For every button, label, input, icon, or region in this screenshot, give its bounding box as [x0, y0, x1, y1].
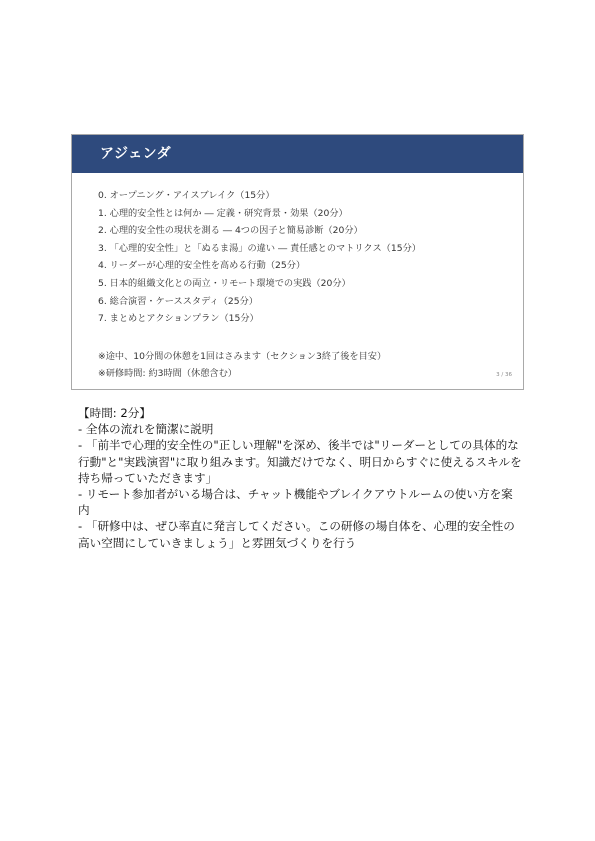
agenda-item: 1. 心理的安全性とは何か ― 定義・研究背景・効果（20分）: [98, 207, 348, 219]
break-note: ※途中、10分間の休憩を1回はさみます（セクション3終了後を目安）: [98, 351, 387, 362]
agenda-item: 3. 「心理的安全性」と「ぬるま湯」の違い ― 責任感とのマトリクス（15分）: [98, 242, 421, 254]
notes-line: - 「研修中は、ぜひ率直に発言してください。この研修の場自体を、心理的安全性の高い空間にしていきましょう」と雰囲気づくりを行う: [78, 519, 515, 550]
notes-line: - リモート参加者がいる場合は、チャット機能やブレイクアウトルームの使い方を案内: [78, 487, 513, 518]
agenda-item: 0. オープニング・アイスブレイク（15分）: [98, 190, 275, 201]
notes-line: - 「前半で心理的安全性の"正しい理解"を深め、後半では"リーダーとしての具体的な行動"と"実践演習"に取り組みます。知識だけでなく、明日からすぐに使えるスキルを持ち帰っていただきます」: [78, 438, 522, 485]
notes-line: - 全体の流れを簡潔に説明: [78, 422, 214, 437]
notes-line: 【時間: 2分】: [78, 406, 151, 420]
agenda-item: 4. リーダーが心理的安全性を高める行動（25分）: [98, 260, 306, 272]
duration-note: ※研修時間: 約3時間（休憩含む）: [98, 368, 237, 379]
speaker-notes: [78, 405, 523, 551]
agenda-list: [98, 187, 421, 328]
page-number: 3 / 36: [496, 372, 512, 378]
slide-title: アジェンダ: [100, 146, 172, 162]
slide-card: [71, 134, 524, 390]
slide-header: [72, 135, 523, 173]
agenda-item: 6. 総合演習・ケーススタディ（25分）: [98, 295, 258, 307]
agenda-item: 7. まとめとアクションプラン（15分）: [98, 313, 259, 325]
agenda-item: 5. 日本的組織文化との両立・リモート環境での実践（20分）: [98, 277, 351, 289]
agenda-item: 2. 心理的安全性の現状を測る ― 4つの因子と簡易診断（20分）: [98, 225, 363, 237]
